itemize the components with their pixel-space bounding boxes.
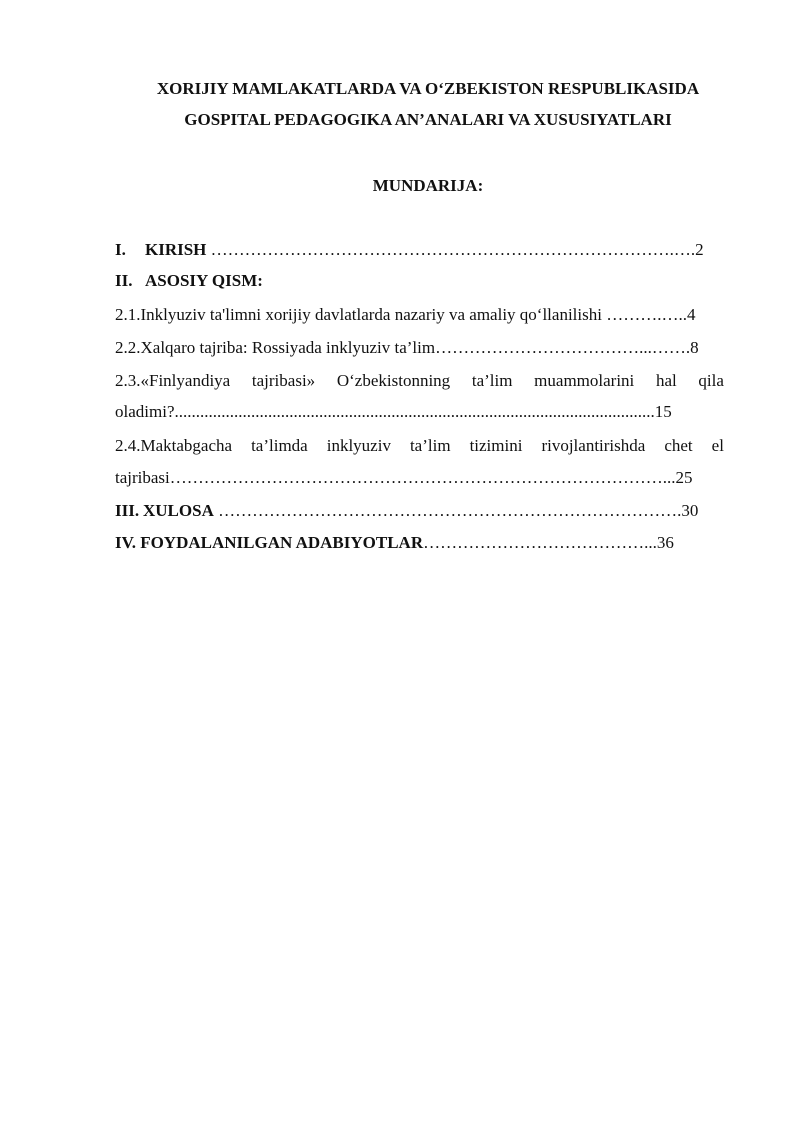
toc-entry-page: 8 bbox=[690, 338, 699, 357]
toc-entry-text: tajribasi……………………………………………………………………………... bbox=[115, 468, 676, 487]
toc-word: tajribasi» bbox=[251, 371, 316, 390]
toc-word: tizimini bbox=[469, 436, 523, 455]
toc-word: muammolarini bbox=[534, 371, 635, 390]
toc-entry-number: IV. bbox=[115, 533, 136, 552]
toc-word: 2.3.«Finlyandiya bbox=[115, 371, 231, 390]
toc-word: el bbox=[711, 436, 724, 455]
toc-word: qila bbox=[698, 371, 724, 390]
toc-word: inklyuziv bbox=[326, 436, 391, 455]
toc-entry-adabiyotlar[interactable] bbox=[115, 528, 741, 557]
toc-word: ta’lim bbox=[471, 371, 513, 390]
toc-entry-leader: ………………………………………………………………………. bbox=[213, 501, 682, 520]
toc-entry-number: II. bbox=[115, 271, 133, 290]
toc-entry-2-4-continued[interactable] bbox=[115, 463, 741, 492]
toc-entry-2-3-continued[interactable] bbox=[115, 397, 741, 426]
toc-entry-asosiy[interactable] bbox=[115, 266, 741, 295]
toc-entry-kirish[interactable] bbox=[115, 235, 741, 264]
toc-entry-leader: …………………………………... bbox=[423, 533, 657, 552]
toc-word: rivojlantirishda bbox=[541, 436, 646, 455]
toc-entry-number: I. bbox=[115, 240, 126, 259]
toc-entry-page: 2 bbox=[695, 240, 704, 259]
toc-entry-xulosa[interactable] bbox=[115, 496, 741, 525]
toc-word: chet bbox=[664, 436, 693, 455]
toc-entry-2-1[interactable] bbox=[115, 300, 741, 329]
toc-heading: MUNDARIJA: bbox=[372, 176, 484, 195]
toc-word: O‘zbekistonning bbox=[336, 371, 451, 390]
toc-entry-text: 2.2.Xalqaro tajriba: Rossiyada inklyuziv ta’lim………………………………...……. bbox=[115, 338, 691, 357]
toc-entry-2-4[interactable] bbox=[115, 431, 724, 460]
toc-entry-2-3[interactable] bbox=[115, 366, 724, 395]
toc-entry-number: III. bbox=[115, 501, 140, 520]
toc-entry-page: 25 bbox=[675, 468, 693, 487]
document-title-line-1: XORIJIY MAMLAKATLARDA VA O‘ZBEKISTON RESPUBLIKASIDA bbox=[156, 79, 700, 98]
document-title-line-2: GOSPITAL PEDAGOGIKA AN’ANALARI VA XUSUSIYATLARI bbox=[184, 110, 672, 129]
toc-entry-text: oladimi?................................................................................................................. bbox=[115, 402, 655, 421]
toc-entry-leader: ……………………………………………………………………….…. bbox=[206, 240, 696, 259]
toc-entry-page: 4 bbox=[686, 305, 696, 324]
toc-entry-page: 36 bbox=[656, 533, 674, 552]
toc-entry-label: FOYDALANILGAN ADABIYOTLAR bbox=[140, 533, 424, 552]
toc-entry-page: 15 bbox=[654, 402, 672, 421]
toc-word: hal bbox=[655, 371, 677, 390]
toc-entry-label: KIRISH bbox=[145, 240, 207, 259]
toc-entry-page: 30 bbox=[681, 501, 699, 520]
toc-entry-label: XULOSA bbox=[143, 501, 214, 520]
toc-word: ta’limda bbox=[251, 436, 308, 455]
toc-word: ta’lim bbox=[409, 436, 451, 455]
toc-entry-label: ASOSIY QISM: bbox=[145, 271, 263, 290]
toc-word: 2.4.Maktabgacha bbox=[115, 436, 233, 455]
toc-entry-2-2[interactable] bbox=[115, 333, 741, 362]
toc-entry-text: 2.1.Inklyuziv ta'limni xorijiy davlatlarda nazariy va amaliy qo‘llanilishi ……….….. bbox=[115, 305, 687, 324]
